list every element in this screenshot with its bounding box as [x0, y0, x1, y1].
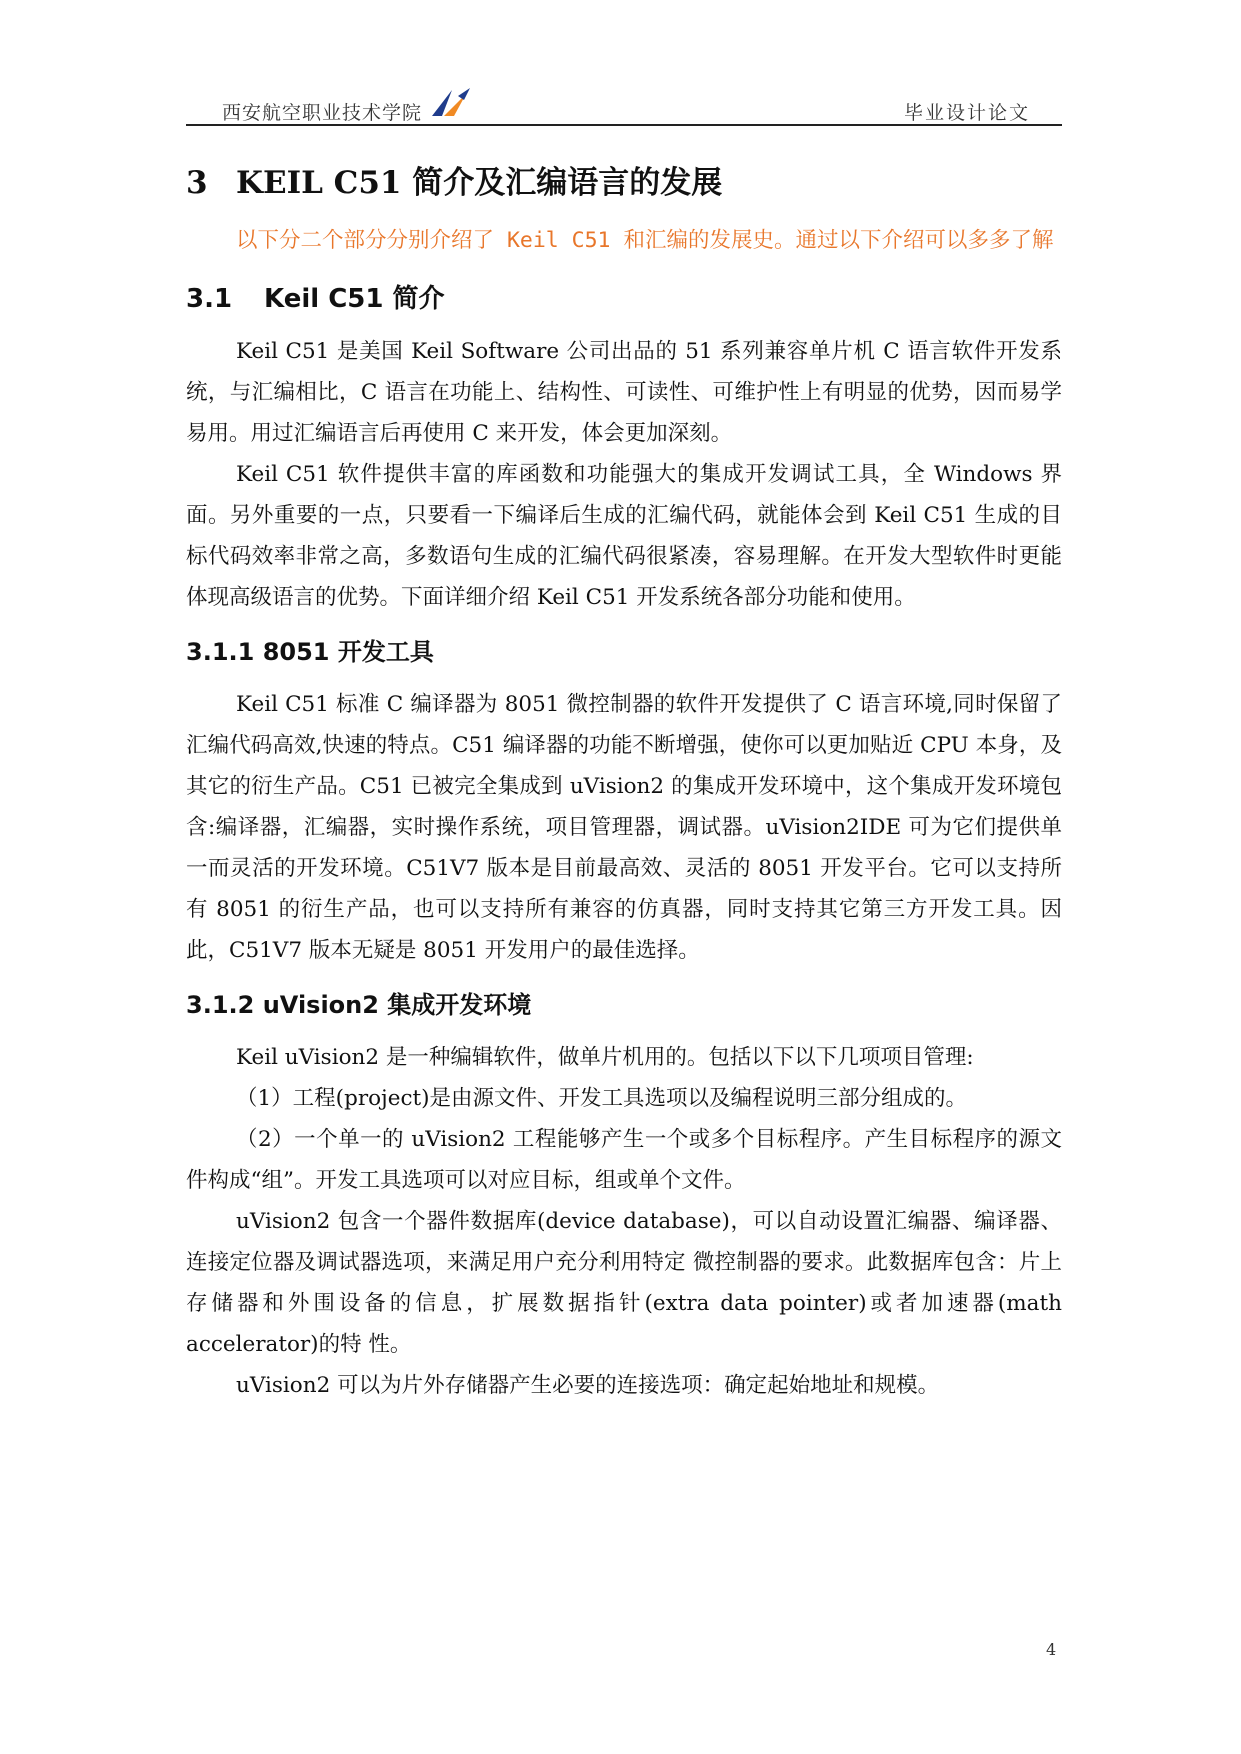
- subsection-title: 8051 开发工具: [262, 638, 434, 666]
- paragraph: Keil C51 标准 C 编译器为 8051 微控制器的软件开发提供了 C 语言环境,同时保留了汇编代码高效,快速的特点。C51 编译器的功能不断增强，使你可以更加贴近 CPU 本身，及其它的衍生产品。C51 已被完全集成到 uVision2 的集成开发环境中，这个集成开发环境包含:编译器，汇编器，实时操作系统，项目管理器，调试器。uVision2IDE 可为它们提供单一而灵活的开发环境。C51V7 版本是目前最高效、灵活的 8051 开发平台。它可以支持所有 8051 的衍生产品，也可以支持所有兼容的仿真器，同时支持其它第三方开发工具。因此，C51V7 版本无疑是 8051 开发用户的最佳选择。: [186, 692, 1062, 963]
- chapter-title: KEIL C51 简介及汇编语言的发展: [236, 165, 723, 201]
- paragraph: （2）一个单一的 uVision2 工程能够产生一个或多个目标程序。产生目标程序的源文件构成“组”。开发工具选项可以对应目标，组或单个文件。: [186, 1127, 1062, 1193]
- section-number: 3.1: [186, 284, 233, 314]
- paragraph: Keil C51 是美国 Keil Software 公司出品的 51 系列兼容单片机 C 语言软件开发系统，与汇编相比，C 语言在功能上、结构性、可读性、可维护性上有明显的优势，因而易学易用。用过汇编语言后再使用 C 来开发，体会更加深刻。: [186, 339, 1062, 446]
- subsection-heading: [186, 628, 1062, 676]
- section-heading: [186, 275, 1062, 323]
- document-type: 毕业设计论文: [903, 102, 1030, 124]
- section-title: Keil C51 简介: [264, 284, 445, 314]
- paragraph: uVision2 包含一个器件数据库(device database)，可以自动设置汇编器、编译器、连接定位器及调试器选项，来满足用户充分利用特定 微控制器的要求。此数据库包含：片上存储器和外围设备的信息，扩展数据指针(extra data pointer)或者加速器(math accelerator)的特 性。: [186, 1209, 1062, 1357]
- chapter-number: 3: [186, 165, 208, 201]
- page-header: [186, 86, 1062, 126]
- main-content: [186, 160, 1062, 1406]
- subsection-number: 3.1.1: [186, 638, 255, 666]
- school-logo-icon: [428, 86, 472, 120]
- school-name: 西安航空职业技术学院: [222, 102, 423, 124]
- page-number: 4: [1046, 1640, 1057, 1659]
- paragraph: Keil uVision2 是一种编辑软件，做单片机用的。包括以下以下几项项目管理:: [236, 1045, 974, 1070]
- chapter-intro: 以下分二个部分分别介绍了 Keil C51 和汇编的发展史。通过以下介绍可以多多了解: [236, 228, 1054, 253]
- chapter-heading: [186, 160, 1062, 206]
- paragraph: （1）工程(project)是由源文件、开发工具选项以及编程说明三部分组成的。: [236, 1086, 968, 1111]
- subsection-heading: [186, 981, 1062, 1029]
- paragraph: Keil C51 软件提供丰富的库函数和功能强大的集成开发调试工具，全 Windows 界面。另外重要的一点，只要看一下编译后生成的汇编代码，就能体会到 Keil C51 生成的目标代码效率非常之高，多数语句生成的汇编代码很紧凑，容易理解。在开发大型软件时更能体现高级语言的优势。下面详细介绍 Keil C51 开发系统各部分功能和使用。: [186, 462, 1062, 610]
- paragraph: uVision2 可以为片外存储器产生必要的连接选项：确定起始地址和规模。: [236, 1373, 940, 1398]
- subsection-number: 3.1.2: [186, 991, 255, 1019]
- subsection-title: uVision2 集成开发环境: [262, 991, 532, 1019]
